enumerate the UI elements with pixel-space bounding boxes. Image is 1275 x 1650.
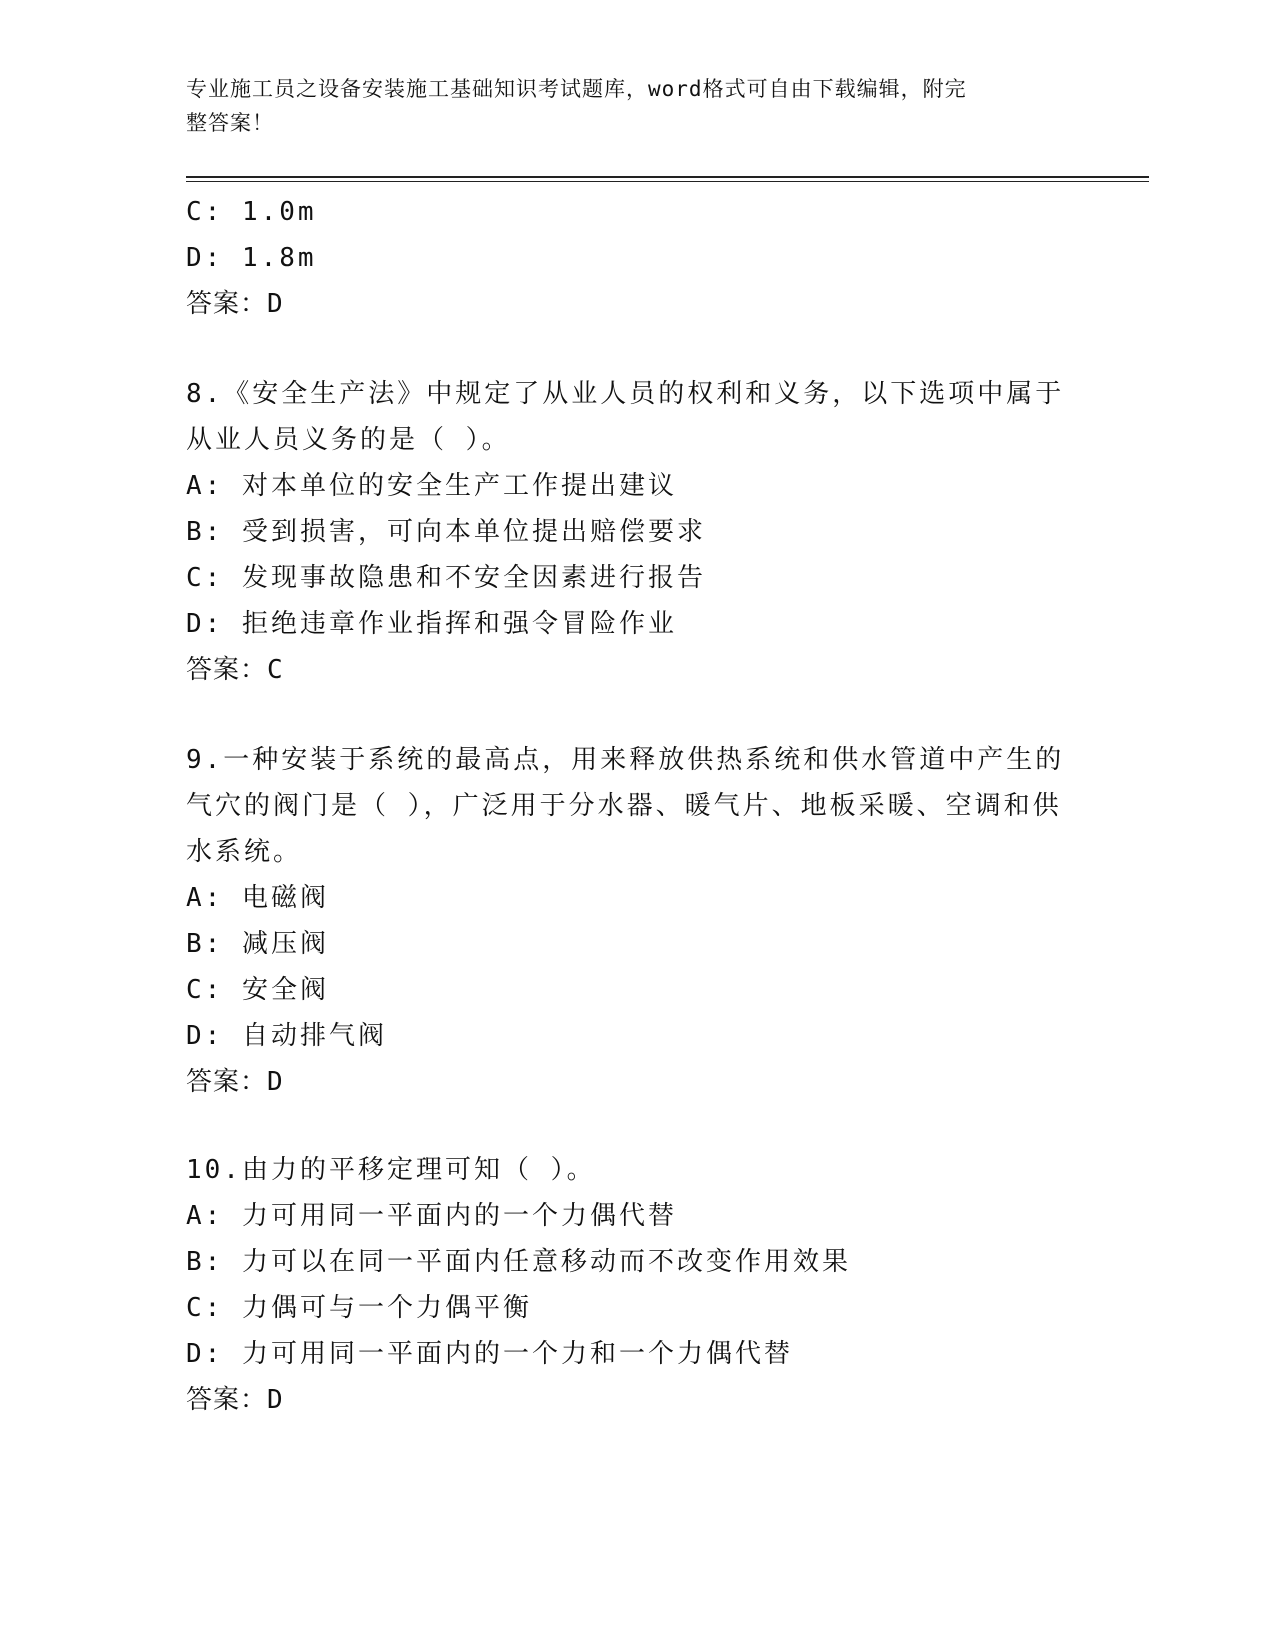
header-title-line-1: 专业施工员之设备安装施工基础知识考试题库，word格式可自由下载编辑，附完	[186, 77, 967, 101]
question-text-line: 8.《安全生产法》中规定了从业人员的权利和义务，以下选项中属于	[186, 379, 1065, 409]
option-b: B: 减压阀	[186, 929, 329, 959]
option-c: C: 安全阀	[186, 975, 329, 1005]
option-c: C: 力偶可与一个力偶平衡	[186, 1293, 532, 1323]
question-content	[186, 189, 1086, 1423]
question-8	[186, 371, 1086, 693]
spacer	[186, 1105, 1086, 1147]
question-text-line: 9.一种安装于系统的最高点，用来释放供热系统和供水管道中产生的	[186, 745, 1065, 775]
option-b: B: 受到损害，可向本单位提出赔偿要求	[186, 517, 706, 547]
spacer	[186, 693, 1086, 737]
document-header	[186, 72, 1066, 140]
option-d: D: 自动排气阀	[186, 1021, 387, 1051]
option-a: A: 电磁阀	[186, 883, 329, 913]
option-a: A: 力可用同一平面内的一个力偶代替	[186, 1201, 677, 1231]
answer-line: 答案：D	[186, 1067, 284, 1097]
question-text-line: 从业人员义务的是（ ）。	[186, 425, 511, 455]
spacer	[186, 327, 1086, 371]
option-d: D: 拒绝违章作业指挥和强令冒险作业	[186, 609, 677, 639]
answer-line: 答案：C	[186, 655, 284, 685]
option-b: B: 力可以在同一平面内任意移动而不改变作用效果	[186, 1247, 851, 1277]
option-c: C: 发现事故隐患和不安全因素进行报告	[186, 563, 706, 593]
option-d: D: 1.8m	[186, 243, 317, 273]
option-d: D: 力可用同一平面内的一个力和一个力偶代替	[186, 1339, 793, 1369]
header-divider-thin	[186, 181, 1149, 182]
header-title-line-2: 整答案！	[186, 111, 274, 135]
option-c: C: 1.0m	[186, 197, 317, 227]
answer-line: 答案：D	[186, 289, 284, 319]
header-divider-thick	[186, 176, 1149, 178]
answer-line: 答案：D	[186, 1385, 284, 1415]
question-text-line: 水系统。	[186, 837, 303, 867]
question-text-line: 10.由力的平移定理可知（ ）。	[186, 1155, 596, 1185]
question-text-line: 气穴的阀门是（ ），广泛用于分水器、暖气片、地板采暖、空调和供	[186, 791, 1062, 821]
question-10	[186, 1147, 1086, 1423]
question-7-tail	[186, 189, 1086, 327]
option-a: A: 对本单位的安全生产工作提出建议	[186, 471, 677, 501]
question-9	[186, 737, 1086, 1105]
